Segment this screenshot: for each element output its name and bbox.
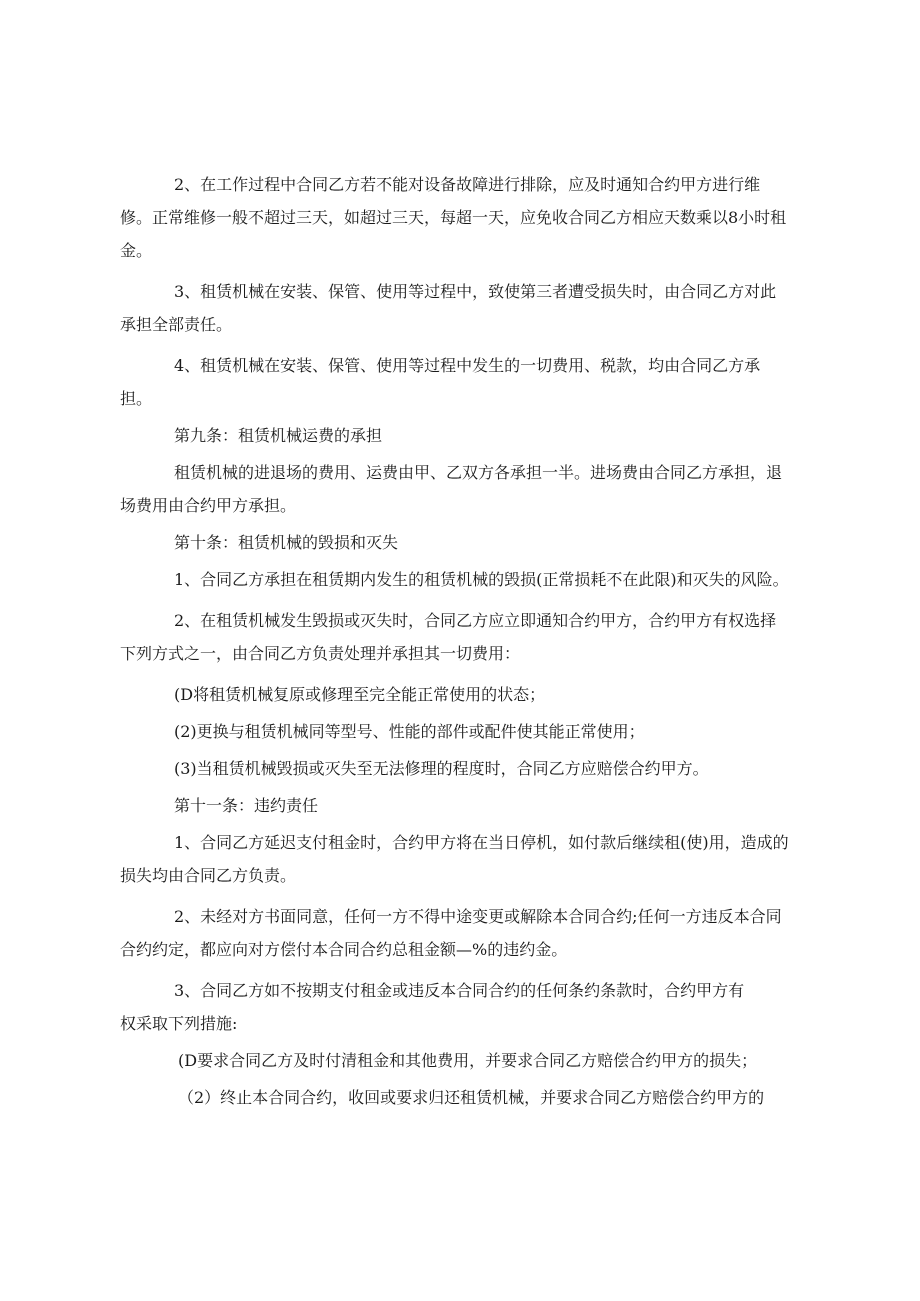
paragraph-damage-notice: 2、在租赁机械发生毁损或灭失时，合同乙方应立即通知合约甲方，合约甲方有权选择下列方式之一，由合同乙方负责处理并承担其一切费用： [120, 611, 777, 663]
paragraph-late-payment: 1、合同乙方延迟支付租金时，合约甲方将在当日停机，如付款后继续租(使)用，造成的损失均由合同乙方负责。 [120, 833, 789, 885]
article-9-heading: 第九条：租赁机械运费的承担 [174, 426, 383, 445]
paragraph-damage-risk: 1、合同乙方承担在租赁期内发生的租赁机械的毁损(正常损耗不在此限)和灭失的风险。 [174, 570, 789, 589]
paragraph-breach-penalty: 2、未经对方书面同意，任何一方不得中途变更或解除本合同合约;任何一方违反本合同合约约定，都应向对方偿付本合同合约总租金额—%的违约金。 [120, 907, 782, 959]
paragraph-fees-taxes: 4、租赁机械在安装、保管、使用等过程中发生的一切费用、税款，均由合同乙方承担。 [120, 356, 761, 408]
list-item-terminate: （2）终止本合同合约，收回或要求归还租赁机械，并要求合同乙方赔偿合约甲方的 [178, 1088, 765, 1107]
list-item-replace-parts: (2)更换与租赁机械同等型号、性能的部件或配件使其能正常使用； [174, 722, 645, 741]
article-10-heading: 第十条：租赁机械的毁损和灭失 [174, 533, 399, 552]
paragraph-third-party-loss: 3、租赁机械在安装、保管、使用等过程中，致使第三者遭受损失时，由合同乙方对此承担全部责任。 [120, 282, 777, 334]
paragraph-remedies: 3、合同乙方如不按期支付租金或违反本合同合约的任何条约条款时，合约甲方有权采取下列措施: [120, 981, 745, 1033]
list-item-compensate: (3)当租赁机械毁损或灭失至无法修理的程度时，合同乙方应赔偿合约甲方。 [174, 759, 709, 778]
list-item-restore: (D将租赁机械复原或修理至完全能正常使用的状态； [174, 685, 546, 704]
paragraph-transport-costs: 租赁机械的进退场的费用、运费由甲、乙双方各承担一半。进场费由合同乙方承担，退场费用由合约甲方承担。 [120, 463, 783, 515]
article-11-heading: 第十一条：违约责任 [174, 796, 319, 815]
paragraph-maintenance: 2、在工作过程中合同乙方若不能对设备故障进行排除，应及时通知合约甲方进行维修。正常维修一般不超过三天，如超过三天，每超一天，应免收合同乙方相应天数乘以8小时租金。 [120, 175, 787, 260]
list-item-demand-payment: (D要求合同乙方及时付清租金和其他费用，并要求合同乙方赔偿合约甲方的损失； [178, 1051, 758, 1070]
document-body [120, 168, 794, 1114]
